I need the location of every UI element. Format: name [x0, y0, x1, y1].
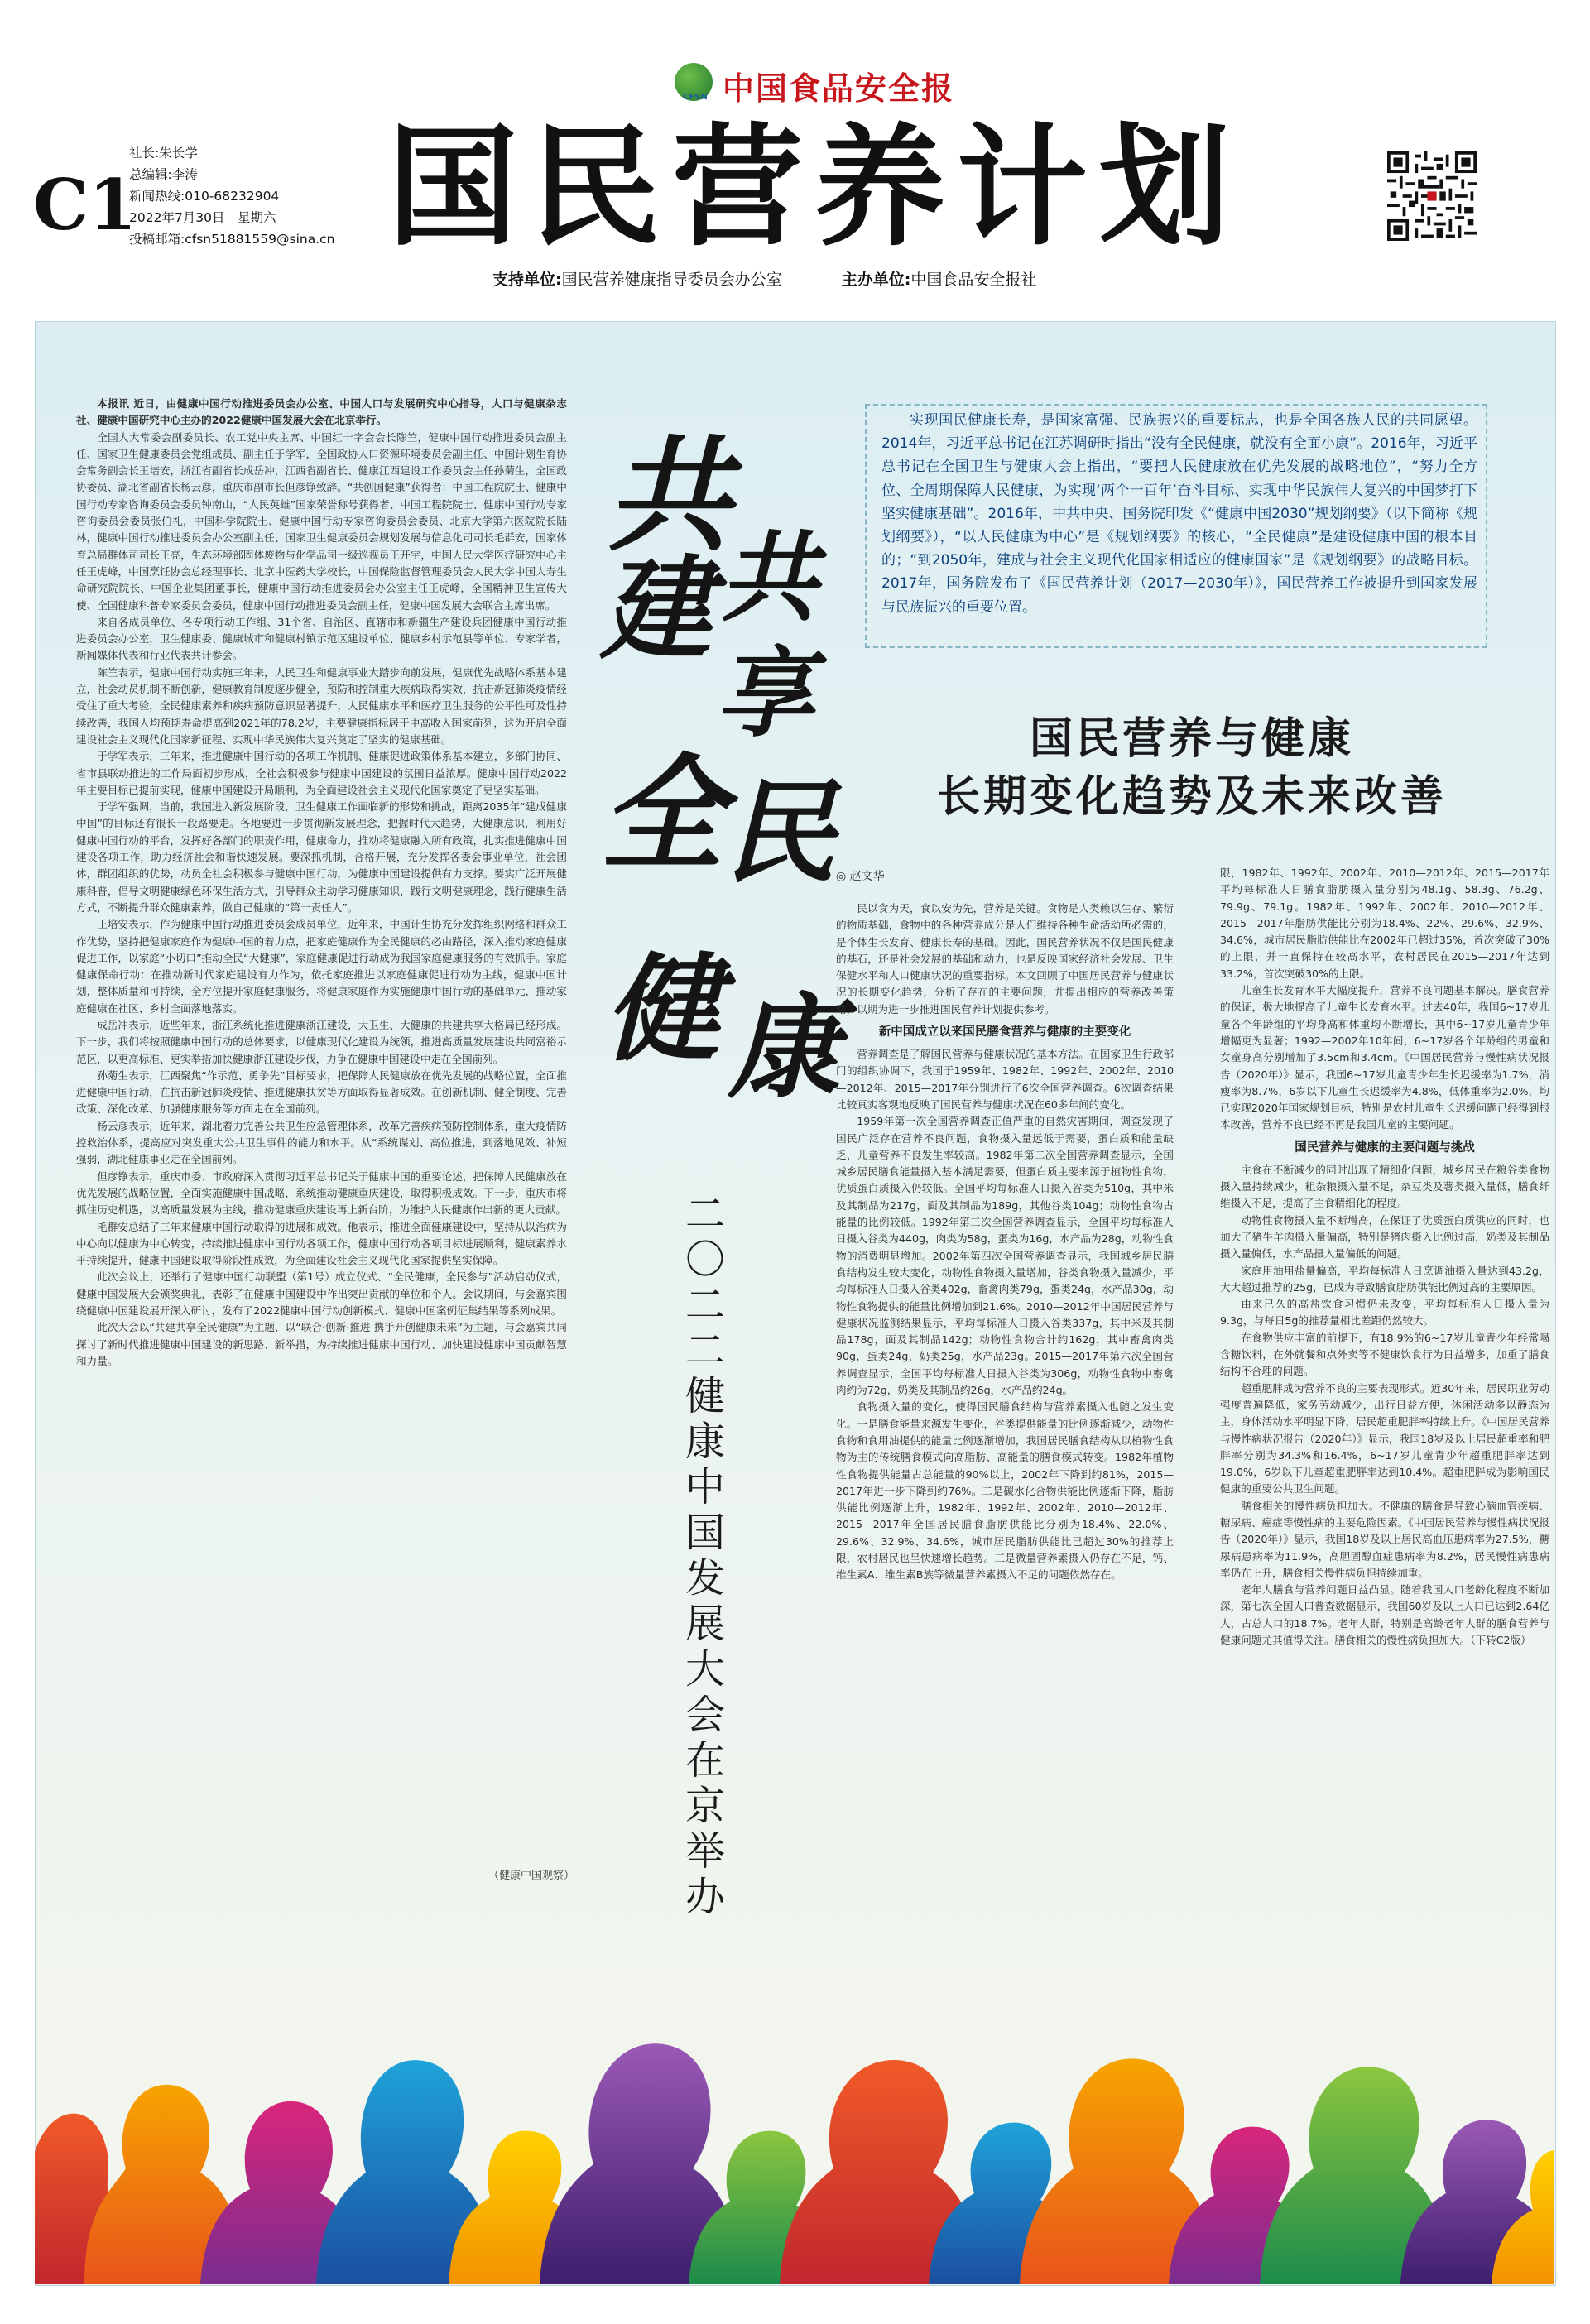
- left-paragraph: 陈竺表示，健康中国行动实施三年来，人民卫生和健康事业大踏步向前发展，健康优先战略体系基本建立，社会动员机制不断创新，健康教育制度逐步健全，预防和控制重大疾病取得实效，抗击新冠肺炎疫情经受住了重大考验，全民健康素养和疾病预防意识显著提升，人民健康水平和医疗卫生服务的公平性可及性持续改善，我国人均预期寿命提高到2021年的78.2岁，主要健康指标居于中高收入国家前列，这为开启全面建设社会主义现代化国家新征程、实现中华民族伟大复兴奠定了坚实的健康基础。: [76, 665, 567, 746]
- left-paragraph: 王培安表示，作为健康中国行动推进委员会成员单位，近年来，中国计生协充分发挥组织网络和群众工作优势，坚持把健康家庭作为健康中国的着力点，把家庭健康作为全民健康的必由路径，深入推动家庭健康促进工作，以家庭“小切口”推动全民“大健康”，家庭健康促进行动成为我国家庭健康服务的有效抓手。家庭健康保命行动：在推动新时代家庭建设有力作为，依托家庭推进以家庭健康促进行动为主线，健康中国计划，整体质量和可持续，全方位提升家庭健康服务，将健康家庭作为实施健康中国行动的基础单元，推动家庭健康在社区、乡村全面落地落实。: [76, 918, 567, 1015]
- left-paragraph: 本报讯 近日，由健康中国行动推进委员会办公室、中国人口与发展研究中心指导，人口与健康杂志社、健康中国研究中心主办的2022健康中国发展大会在北京举行。: [76, 397, 567, 427]
- slogan-char: 建: [600, 543, 712, 675]
- left-paragraph: 来自各成员单位、各专项行动工作组、31个省、自治区、直辖市和新疆生产建设兵团健康中国行动推进委员会办公室，卫生健康委、健康城市和健康村镇示范区建设单位、健康乡村示范县等单位、专家学者，新闻媒体代表和行业代表共计参会。: [76, 615, 567, 662]
- host-value: 中国食品安全报社: [910, 271, 1037, 289]
- article-paragraph: 民以食为天，食以安为先，营养是关键。食物是人类赖以生存、繁衍的物质基础，食物中的各种营养成分是人们维持各种生命活动所必需的，是个体生长发育、健康长寿的基础。因此，国民营养状况不仅是国民健康的基石，还是社会发展的基础和动力，也是反映国家经济社会发展、卫生保健水平和人口健康状况的重要指标。本文回顾了中国居民营养与健康状况的长期变化趋势，分析了存在的主要问题，并提出相应的营养改善策略，以期为进一步推进国民营养计划提供参考。: [836, 902, 1174, 1016]
- left-paragraph: 全国人大常委会副委员长、农工党中央主席、中国红十字会会长陈竺，健康中国行动推进委员会副主任、国家卫生健康委员会党组成员、副主任于学军，全国政协人口资源环境委员会副主任、中国计划生育协会常务副会长王培安，浙江省副省长成岳冲，江西省副省长、健康江西建设工作委员会主任孙菊生，全国政协委员、湖北省副省长杨云彦，重庆市副市长但彦铮致辞。“共创国健康”获得者：中国工程院院士、健康中国行动专家咨询委员会委员钟南山，“人民英雄”国家荣誉称号获得者、中国工程院院士、健康中国行动专家咨询委员会委员张伯礼，中国科学院院士、健康中国行动专家咨询委员会委员、北京大学第六医院院长陆林，健康中国行动推进委员会办公室副主任、国家卫生健康委员会规划发展与信息化司司长毛群安，国家体育总局群体司司长王亮，生态环境部固体废物与化学品司一级巡视员王开宇，中国人民大学医疗研究中心主任王虎峰，中国烹饪协会总经理事长、北京中医药大学校长，中国保险监督管理委员会人民大学中国人寿生命研究院院长、中国企业集团董事长，健康中国行动推进委员会办公室主任王虎峰，全国精神卫生宣传大使、全国健康科普专家委员会委员，健康中国行动推进委员会副主任，健康中国发展大会联合主席出席。: [76, 430, 567, 612]
- left-paragraph: 杨云彦表示，近年来，湖北着力完善公共卫生应急管理体系，改革完善疾病预防控制体系，重大疫情防控救治体系，提高应对突发重大公共卫生事件的能力和水平。从“系统谋划、高位推进，到落地见效、补短强弱，湖北健康事业走在全国前列。: [76, 1119, 567, 1166]
- meta-chief-editor: 总编辑:李涛: [129, 167, 198, 182]
- article-paragraph: 在食物供应丰富的前提下，有18.9%的6~17岁儿童青少年经常喝含糖饮料，在外就餐和点外卖等不健康饮食行为日益增多，加重了膳食结构不合理的问题。: [1220, 1331, 1549, 1378]
- slogan-char: 健: [604, 942, 721, 1078]
- left-paragraph: 孙菊生表示，江西聚焦“作示范、勇争先”目标要求，把保障人民健康放在优先发展的战略位置，全面推进健康中国行动，在抗击新冠肺炎疫情、推进健康扶贫等方面取得显著成效。在创新机制、健全制度、完善政策、深化改革、加强健康服务等方面走在全国前列。: [76, 1068, 567, 1116]
- meta-date: 2022年7月30日 星期六: [129, 210, 276, 225]
- slogan-char: 共: [720, 520, 819, 635]
- left-paragraph: 毛群安总结了三年来健康中国行动取得的进展和成效。他表示，推进全面健康建设中，坚持从以治病为中心向以健康为中心转变，持续推进健康中国行动各项工作，健康中国行动各项目标进展顺利，健康素养水平持续提升，健康中国建设取得阶段性成效，为全面建设社会主义现代化国家提供坚实保障。: [76, 1220, 567, 1267]
- left-article: [76, 396, 567, 1877]
- intro-text: 实现国民健康长寿，是国家富强、民族振兴的重要标志，也是全国各族人民的共同愿望。2014年，习近平总书记在江苏调研时指出“没有全民健康，就没有全面小康”。2016年，习近平总书记在全国卫生与健康大会上指出，“要把人民健康放在优先发展的战略地位”，“努力全方位、全周期保障人民健康，为实现‘两个一百年’奋斗目标、实现中华民族伟大复兴的中国梦打下坚实健康基础”。2016年，中共中央、国务院印发《“健康中国2030”规划纲要》（以下简称《规划纲要》），“以人民健康为中心”是《规划纲要》的核心，“全民健康”是建设健康中国的根本目的；“到2050年，建成与社会主义现代化国家相适应的健康国家”是《规划纲要》的战略目标。2017年，国务院发布了《国民营养计划（2017—2030年）》，国民营养工作被提升到国家发展与民族振兴的重要位置。: [881, 412, 1477, 616]
- left-paragraph: 成岳冲表示，近些年来，浙江系统化推进健康浙江建设，大卫生、大健康的共建共享大格局已经形成。下一步，我们将按照健康中国行动的总体要求，以健康现代化建设为统领，推进高质量发展建设共同富裕示范区，以更高标准、更实举措加快健康浙江建设步伐，力争在健康中国建设中走在全国前列。: [76, 1018, 567, 1065]
- left-paragraph: 但彦铮表示，重庆市委、市政府深入贯彻习近平总书记关于健康中国的重要论述，把保障人民健康放在优先发展的战略位置，全面实施健康中国战略，系统推动健康重庆建设，取得积极成效。下一步，重庆市将抓住历史机遇，以高质量发展为主线，推动健康重庆建设再上新台阶，为维护人民健康作出新的更大贡献。: [76, 1169, 567, 1217]
- article-paragraph: 营养调查是了解国民营养与健康状况的基本方法。在国家卫生行政部门的组织协调下，我国于1959年、1982年、1992年、2002年、2010—2012年、2015—2017年分别进行了6次全国营养调查。6次调查结果比较真实客观地反映了国民营养与健康状况在60多年间的变化。: [836, 1048, 1174, 1111]
- section-heading: 新中国成立以来国民膳食营养与健康的主要变化: [878, 1025, 1131, 1040]
- slogan-char: 民: [724, 766, 836, 898]
- meta-email: 投稿邮箱:cfsn51881559@sina.cn: [129, 232, 335, 247]
- article-paragraph: 食物摄入量的变化，使得国民膳食结构与营养素摄入也随之发生变化。一是膳食能量来源发生变化，谷类提供能量的比例逐渐减少，动物性食物和食用油提供的能量比例逐渐增加，我国居民膳食结构从以植物性食物为主的传统膳食模式向高脂肪、高能量的膳食模式转变。1982年植物性食物提供能量占总能量的90%以上，2002年下降到约81%，2015—2017年进一步下降到约76%。二是碳水化合物供能比例逐渐下降，脂肪供能比例逐渐上升，1982年、1992年、2002年、2010—2012年、2015—2017年全国居民膳食脂肪供能比分别为18.4%、22.0%、29.6%、32.9%、34.6%，城市居民脂肪供能比已超过30%的推荐上限，农村居民也呈快速增长趋势。三是微量营养素摄入仍存在不足，钙、维生素A、维生素B族等微量营养素摄入不足的问题依然存在。: [836, 1400, 1174, 1582]
- article-paragraph: 膳食相关的慢性病负担加大。不健康的膳食是导致心脑血管疾病、糖尿病、癌症等慢性病的主要危险因素。《中国居民营养与慢性病状况报告（2020年）》显示，我国18岁及以上居民高血压患病率为27.5%，糖尿病患病率为11.9%，高胆固醇血症患病率为8.2%，居民慢性病患病率仍在上升，膳食相关慢性病负担持续加重。: [1220, 1499, 1549, 1579]
- crowd-silhouettes-illustration: [35, 1961, 1554, 2284]
- article-paragraph: 限，1982年、1992年、2002年、2010—2012年、2015—2017年平均每标准人日膳食脂肪摄入量分别为48.1g、58.3g、76.2g、79.9g、79.1g。1982年、1992年、2002年、2010—2012年、2015—2017年脂肪供能比分别为18.4%、22%、29.6%、32.9%、34.6%，城市居民脂肪供能比在2002年已超过35%，首次突破了30%的上限，并一直保持在较高水平，农村居民在2015—2017年达到33.2%，首次突破30%的上限。: [1220, 867, 1549, 980]
- article-paragraph: 超重肥胖成为营养不良的主要表现形式。近30年来，居民职业劳动强度普遍降低，家务劳动减少，出行日益方便，休闲活动多以静态为主，身体活动水平明显下降，居民超重肥胖率持续上升。《中国居民营养与慢性病状况报告（2020年）》显示，我国18岁及以上居民超重率和肥胖率分别为34.3%和16.4%，6~17岁儿童青少年超重肥胖率达到19.0%，6岁以下儿童超重肥胖率达到10.4%。超重肥胖成为影响国民健康的重要公共卫生问题。: [1220, 1381, 1549, 1496]
- qr-code-icon[interactable]: [1387, 151, 1477, 241]
- vertical-subtitle: 二〇二二健康中国发展大会在京举办: [685, 1191, 725, 1920]
- article-paragraph: 主食在不断减少的同时出现了精细化问题，城乡居民在粮谷类食物摄入量持续减少，粗杂粮摄入量不足，杂豆类及薯类摄入量低，膳食纤维摄入不足，提高了主食精细化的程度。: [1220, 1163, 1549, 1210]
- article-paragraph: 1959年第一次全国营养调查正值严重的自然灾害期间，调查发现了国民广泛存在营养不良问题，食物摄入量远低于需要，蛋白质和能量缺乏，儿童营养不良发生率较高。1982年第二次全国营养调查显示，全国城乡居民膳食能量摄入基本满足需要，但蛋白质主要来源于植物性食物，优质蛋白质摄入仍较低。全国平均每标准人日摄入谷类为510g，其中米及其制品为217g，面及其制品为189g，其他谷类104g；动物性食物占能量的比例较低。1992年第三次全国营养调查显示，全国平均每标准人日摄入谷类为440g，肉类为58g，蛋类为16g，水产品为28g，动物性食物的消费明显增加。2002年第四次全国营养调查显示，我国城乡居民膳食结构发生较大变化，动物性食物摄入量增加，谷类食物摄入量减少，平均每标准人日摄入谷类402g，畜禽肉类79g，蛋类24g，水产品30g，动物性食物提供的能量比例增加到21.6%。2010—2012年中国居民营养与健康状况监测结果显示，平均每标准人日摄入谷类337g，其中米及其制品178g，面及其制品142g；动物性食物合计约162g，其中畜禽肉类90g，蛋类24g，奶类25g，水产品23g。2015—2017年第六次全国营养调查显示，全国平均每标准人日摄入谷类为306g，动物性食物中畜禽肉约为72g，奶类及其制品约26g，水产品约24g。: [836, 1115, 1174, 1397]
- left-paragraph: 此次大会以“共建共享全民健康”为主题，以“联合·创新·推进 携手开创健康未来”为主题，与会嘉宾共同探讨了新时代推进健康中国建设的新思路、新举措，为持续推进健康中国行动、加快建设健康中国贡献智慧和力量。: [76, 1321, 567, 1367]
- sponsors-line: [492, 267, 1036, 290]
- meta-editor-in-chief: 社长:朱长学: [129, 146, 198, 161]
- intro-box: [865, 404, 1487, 648]
- support-label: 支持单位:: [492, 271, 562, 289]
- section-heading: 国民营养与健康的主要问题与挑战: [1295, 1140, 1475, 1155]
- slogan-char: 共: [607, 423, 732, 569]
- support-value: 国民营养健康指导委员会办公室: [561, 271, 782, 289]
- left-article-source: （健康中国观察）: [488, 1870, 575, 1882]
- article-column-middle: [836, 900, 1174, 1881]
- slogan-char: 享: [716, 636, 814, 751]
- article-title: [828, 710, 1556, 826]
- host-label: 主办单位:: [841, 271, 911, 289]
- logo-tag: CFSN: [683, 93, 708, 102]
- newspaper-name: 中国食品安全报: [723, 70, 955, 107]
- calligraphy-slogan: [584, 396, 865, 1174]
- article-paragraph: 家庭用油用盐量偏高，平均每标准人日烹调油摄入量达到43.2g，大大超过推荐的25g，已成为导致膳食脂肪供能比例过高的主要原因。: [1220, 1264, 1549, 1294]
- article-paragraph: 儿童生长发育水平大幅度提升，营养不良问题基本解决。膳食营养的保证，极大地提高了儿童生长发育水平。过去40年，我国6~17岁儿童各个年龄组的平均身高和体重均不断增长，其中6~17岁儿童青少年增幅更为显著；1992—2002年10年间，6~17岁各个年龄组的男童和女童身高分别增加了3.5cm和3.4cm。《中国居民营养与慢性病状况报告（2020年）》显示，我国6~17岁儿童青少年生长迟缓率为1.7%，消瘦率为8.7%，6岁以下儿童生长迟缓率为4.8%，低体重率为2.0%，均已实现2020年国家规划目标，特别是农村儿童生长迟缓问题已经得到根本改善，营养不良已经不再是我国儿童的主要问题。: [1220, 984, 1549, 1131]
- left-paragraph: 于学军强调，当前，我国进入新发展阶段，卫生健康工作面临新的形势和挑战，距离2035年“建成健康中国”的目标还有很长一段路要走。各地要进一步贯彻新发展理念，把握时代大趋势，大健康意识，利用好健康中国行动的平台，发挥好各部门的职责作用，健康命力，推动将健康融入所有政策，扎实推进健康中国建设各项工作，助力经济社会和谐快速发展。要深抓机制，合格开展，充分发挥各委会事业单位，社会团体，群团组织的优势，动员全社会积极参与健康中国行动，为健康中国建设提供有力支撑。要实广泛开展健康科普，倡导文明健康绿色环保生活方式，引导群众主动学习健康知识，践行文明健康理念，践行健康生活方式，不断提升群众健康素养，做自己健康的“第一责任人”。: [76, 800, 567, 914]
- newspaper-logo: [675, 60, 955, 107]
- article-title-line1: 国民营养与健康: [1029, 713, 1354, 764]
- article-column-right: [1220, 865, 1549, 1883]
- left-paragraph: 此次会议上，还举行了健康中国行动联盟（第1号）成立仪式、“全民健康，全民参与”活动启动仪式，健康中国发展大会颁奖典礼，表彰了在健康中国建设中作出突出贡献的单位和个人。会议期间，与会嘉宾围绕健康中国建设展开深入研讨，发布了2022健康中国行动创新模式、健康中国案例征集结果等系列成果。: [76, 1270, 567, 1318]
- page-code: C1: [33, 164, 137, 246]
- section-title: 国民营养计划: [387, 112, 1242, 264]
- left-paragraph: 于学军表示，三年来，推进健康中国行动的各项工作机制、健康促进政策体系基本建立，多部门协同、省市县联动推进的工作局面初步形成，全社会积极参与健康中国建设的氛围日益浓厚。健康中国行动2022年主要目标已提前实现，健康中国建设开局顺利，为全面建设社会主义现代化国家奠定了更坚实基础。: [76, 750, 567, 796]
- article-paragraph: 动物性食物摄入量不断增高，在保证了优质蛋白质供应的同时，也加大了猪牛羊肉摄入量偏高，特别是猪肉摄入比例过高，奶类及其制品摄入量偏低，水产品摄入量偏低的问题。: [1220, 1213, 1549, 1260]
- slogan-char: 全: [600, 742, 725, 887]
- page-meta: [129, 142, 334, 250]
- slogan-char: 康: [728, 982, 840, 1113]
- article-paragraph: 老年人膳食与营养问题日益凸显。随着我国人口老龄化程度不断加深，第七次全国人口普查数据显示，我国60岁及以上人口已达到2.64亿人，占总人口的18.7%。老年人群，特别是高龄老年人群的膳食营养与健康问题尤其值得关注。膳食相关的慢性病负担加大。（下转C2版）: [1220, 1583, 1549, 1647]
- meta-hotline: 新闻热线:010-68232904: [129, 189, 280, 204]
- byline: ◎ 赵文华: [836, 870, 885, 883]
- article-title-line2: 长期变化趋势及未来改善: [936, 771, 1447, 822]
- article-paragraph: 由来已久的高盐饮食习惯仍未改变，平均每标准人日摄入量为9.3g，与每日5g的推荐量相比差距仍然较大。: [1220, 1298, 1549, 1328]
